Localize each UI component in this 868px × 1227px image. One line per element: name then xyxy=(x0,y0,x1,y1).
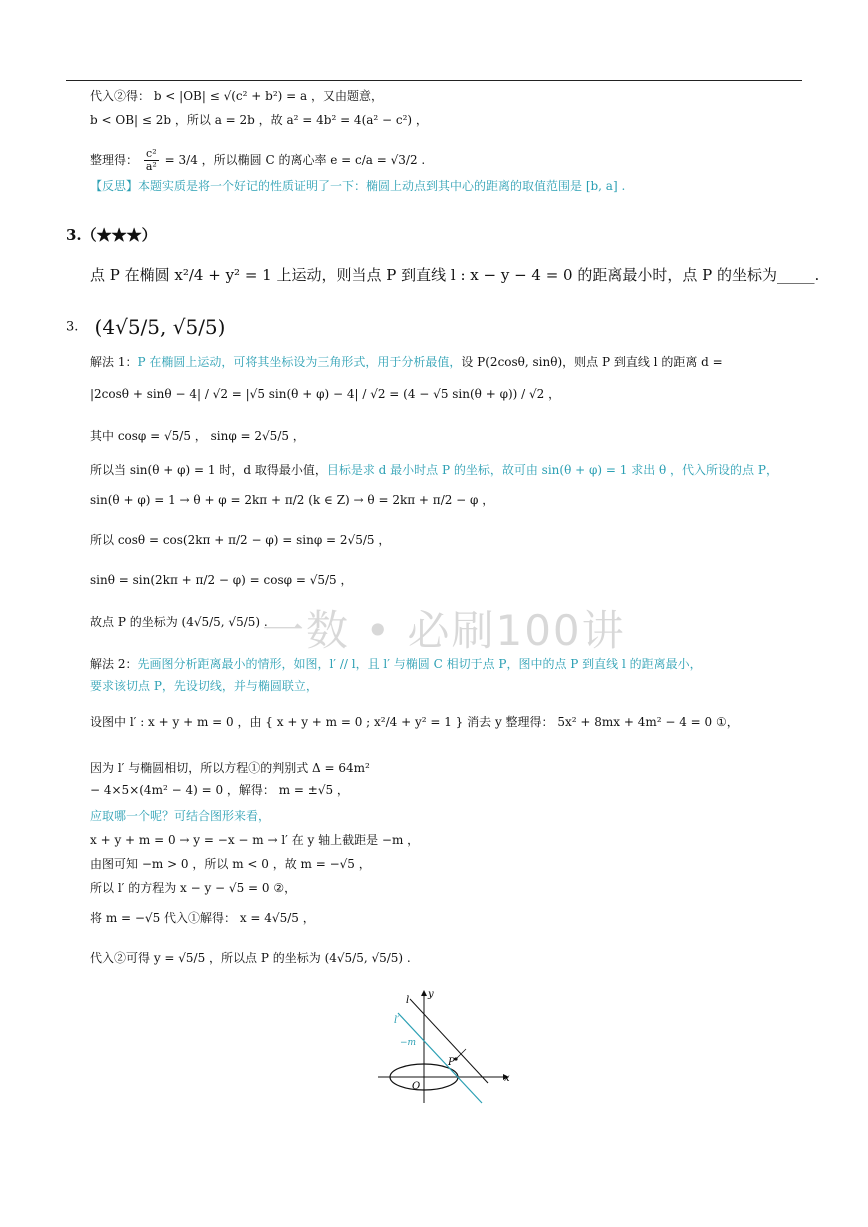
label-l: l xyxy=(406,995,410,1006)
label-P: P xyxy=(448,1057,455,1068)
question-number: 3.（★★★） xyxy=(66,226,157,244)
frac-num: c² xyxy=(144,148,159,161)
prev-line-1: 代入②得： b < |OB| ≤ √(c² + b²) = a ，又由题意， xyxy=(90,89,383,103)
sol2-line-6: 应取哪一个呢？可结合图形来看， xyxy=(90,809,271,823)
sol1-line-2: |2cosθ + sinθ − 4| / √2 = |√5 sin(θ + φ) − 4| / √2 = (4 − √5 sin(θ + φ)) / √2 ， xyxy=(90,387,561,401)
sol1-label: 解法 1： xyxy=(90,355,138,369)
sol1-hint: P 在椭圆上运动，可将其坐标设为三角形式，用于分析最值， xyxy=(137,355,462,369)
point-P xyxy=(454,1057,457,1060)
sol1-line-1 xyxy=(90,354,723,370)
sol1-line-6: 所以 cosθ = cos(2kπ + π/2 − φ) = sinφ = 2√5/5 ， xyxy=(90,533,391,547)
sol1-line-4-main: 所以当 sin(θ + φ) = 1 时，d 取得最小值， xyxy=(90,463,327,477)
sol2-line-9: 所以 l′ 的方程为 x − y − √5 = 0 ②， xyxy=(90,881,297,895)
ellipse-tangent-figure xyxy=(370,985,520,1110)
sol2-line-8: 由图可知 −m > 0 ，所以 m < 0 ，故 m = −√5 ， xyxy=(90,857,371,871)
sol1-line-4 xyxy=(90,462,778,478)
sol1-line-7: sinθ = sin(2kπ + π/2 − φ) = cosφ = √5/5 ， xyxy=(90,573,353,587)
label-l-prime: l′ xyxy=(394,1015,400,1026)
sol2-line-4: 因为 l′ 与椭圆相切，所以方程①的判别式 Δ = 64m² xyxy=(90,761,370,775)
sol1-line-4-hint: 目标是求 d 最小时点 P 的坐标，故可由 sin(θ + φ) = 1 求出 θ ，代入所设的点 P， xyxy=(326,463,778,477)
sol2-line-1 xyxy=(90,656,702,672)
line-l xyxy=(410,999,488,1083)
sol2-line-3: 设图中 l′ : x + y + m = 0 ，由 { x + y + m = 0 ; x²/4 + y² = 1 } 消去 y 整理得： 5x² + 8mx + 4m² − 4 = 0 ①， xyxy=(90,715,739,729)
prev-line-3-frac xyxy=(144,148,159,173)
prev-line-2: b < OB| ≤ 2b ，所以 a = 2b ，故 a² = 4b² = 4(a² − c²) ， xyxy=(90,113,428,127)
prev-line-3-rest: = 3/4 ，所以椭圆 C 的离心率 e = c/a = √3/2 . xyxy=(164,153,426,167)
sol1-line-3: 其中 cosφ = √5/5 ， sinφ = 2√5/5 ， xyxy=(90,429,305,443)
sol2-line-2: 要求该切点 P，先设切线，并与椭圆联立， xyxy=(90,679,318,693)
header-rule xyxy=(66,80,802,81)
label-y: y xyxy=(428,989,434,1000)
label-x: x xyxy=(504,1073,510,1084)
label-O: O xyxy=(412,1081,421,1092)
label-minus-m: −m xyxy=(400,1038,417,1048)
sol2-line-5: − 4×5×(4m² − 4) = 0 ，解得： m = ±√5 ， xyxy=(90,783,349,797)
sol2-line-7: x + y + m = 0 → y = −x − m → l′ 在 y 轴上截距是 −m ， xyxy=(90,833,420,847)
reflection-note: 【反思】本题实质是将一个好记的性质证明了一下：椭圆上动点到其中心的距离的取值范围是 [b, a] . xyxy=(90,179,626,193)
frac-den: a² xyxy=(145,160,157,173)
sol2-line-11: 代入②可得 y = √5/5 ，所以点 P 的坐标为 (4√5/5, √5/5) . xyxy=(90,951,411,965)
sol2-label: 解法 2： xyxy=(90,657,138,671)
sol2-line-10: 将 m = −√5 代入①解得： x = 4√5/5 ， xyxy=(90,911,315,925)
watermark: 一数 • 必刷100讲 xyxy=(262,606,626,655)
answer-label: 3. xyxy=(66,319,79,335)
answer-value: (4√5/5, √5/5) xyxy=(94,315,226,339)
question-text: 点 P 在椭圆 x²/4 + y² = 1 上运动，则当点 P 到直线 l : x − y − 4 = 0 的距离最小时，点 P 的坐标为_____. xyxy=(90,266,820,284)
prev-line-3-prefix: 整理得： xyxy=(90,153,139,167)
sol1-setup: 设 P(2cosθ, sinθ)，则点 P 到直线 l 的距离 d = xyxy=(461,355,723,369)
answer-line xyxy=(66,315,225,339)
sol2-hint: 先画图分析距离最小的情形，如图，l′ // l，且 l′ 与椭圆 C 相切于点 P，图中的点 P 到直线 l 的距离最小， xyxy=(137,657,702,671)
prev-line-3 xyxy=(90,148,425,173)
sol1-line-8: 故点 P 的坐标为 (4√5/5, √5/5) . xyxy=(90,615,268,629)
sol1-line-5: sin(θ + φ) = 1 → θ + φ = 2kπ + π/2 (k ∈ Z) → θ = 2kπ + π/2 − φ ， xyxy=(90,493,495,507)
